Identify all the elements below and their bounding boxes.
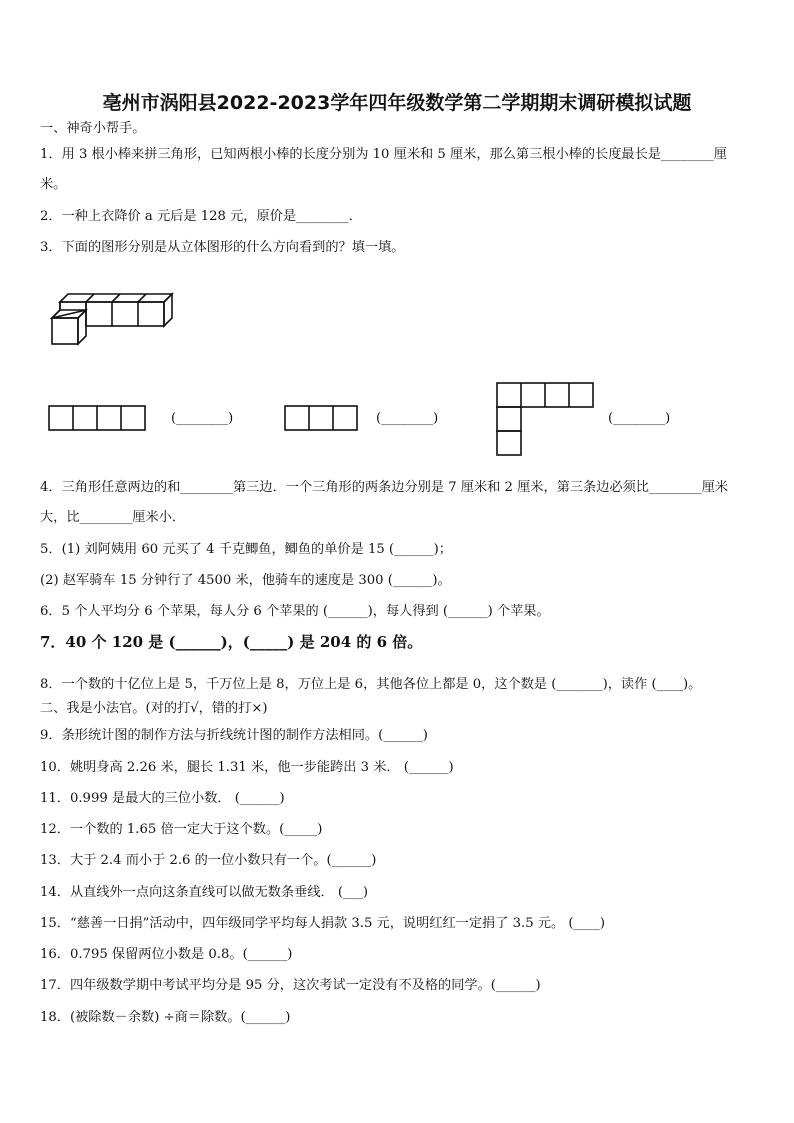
question-4-line-1: 4．三角形任意两边的和________第三边．一个三角形的两条边分别是 7 厘米和 2 厘米，第三条边必须比________厘米 (40, 480, 729, 495)
view-three-squares (285, 406, 357, 430)
question-7: 7．40 个 120 是 (______)，(_____) 是 204 的 6 倍。 (40, 633, 423, 651)
question-14: 14．从直线外一点向这条直线可以做无数条垂线． (___) (40, 885, 368, 900)
question-18: 18．(被除数－余数) ÷商＝除数。(______) (40, 1010, 291, 1025)
section-1-heading: 一、神奇小帮手。 (40, 121, 146, 136)
question-3: 3．下面的图形分别是从立体图形的什么方向看到的？填一填。 (40, 240, 405, 255)
question-10: 10．姚明身高 2.26 米，腿长 1.31 米，他一步能跨出 3 米． (______) (40, 760, 454, 775)
question-1-line-1: 1．用 3 根小棒来拼三角形，已知两根小棒的长度分别为 10 厘米和 5 厘米，那么第三根小棒的长度最长是________厘 (40, 147, 727, 162)
isometric-solid-figure (52, 294, 172, 344)
question-13: 13．大于 2.4 而小于 2.6 的一位小数只有一个。(______) (40, 853, 377, 868)
question-5-part-1: 5．(1) 刘阿姨用 60 元买了 4 千克鲫鱼，鲫鱼的单价是 15 (______)； (40, 542, 452, 557)
figure-3-answer-blank[interactable]: (________) (608, 411, 671, 426)
question-12: 12．一个数的 1.65 倍一定大于这个数。(_____) (40, 822, 323, 837)
question-6: 6．5 个人平均分 6 个苹果，每人分 6 个苹果的 (______)，每人得到 (______) 个苹果。 (40, 604, 550, 619)
section-2-heading: 二、我是小法官。(对的打√，错的打×) (40, 701, 268, 716)
question-17: 17．四年级数学期中考试平均分是 95 分，这次考试一定没有不及格的同学。(______) (40, 978, 541, 993)
question-4-line-2: 大，比________厘米小． (40, 510, 186, 525)
view-four-squares (49, 406, 145, 430)
question-3-figures (0, 0, 794, 470)
figure-1-answer-blank[interactable]: (________) (171, 411, 234, 426)
question-16: 16．0.795 保留两位小数是 0.8。(______) (40, 947, 293, 962)
question-2: 2．一种上衣降价 a 元后是 128 元，原价是________． (40, 209, 362, 224)
question-1-line-2: 米。 (40, 177, 67, 192)
question-11: 11．0.999 是最大的三位小数． (______) (40, 791, 285, 806)
view-l-shape (497, 383, 593, 455)
question-5-part-2: (2) 赵军骑车 15 分钟行了 4500 米，他骑车的速度是 300 (______)。 (40, 573, 451, 588)
figure-2-answer-blank[interactable]: (________) (376, 411, 439, 426)
question-8: 8．一个数的十亿位上是 5，千万位上是 8，万位上是 6，其他各位上都是 0，这个数是 (_______)，读作 (____)。 (40, 677, 702, 692)
question-9: 9．条形统计图的制作方法与折线统计图的制作方法相同。(______) (40, 728, 428, 743)
question-15: 15．“慈善一日捐”活动中，四年级同学平均每人捐款 3.5 元，说明红红一定捐了 3.5 元。 (____) (40, 916, 606, 931)
page-title: 亳州市涡阳县2022-2023学年四年级数学第二学期期末调研模拟试题 (102, 92, 692, 114)
